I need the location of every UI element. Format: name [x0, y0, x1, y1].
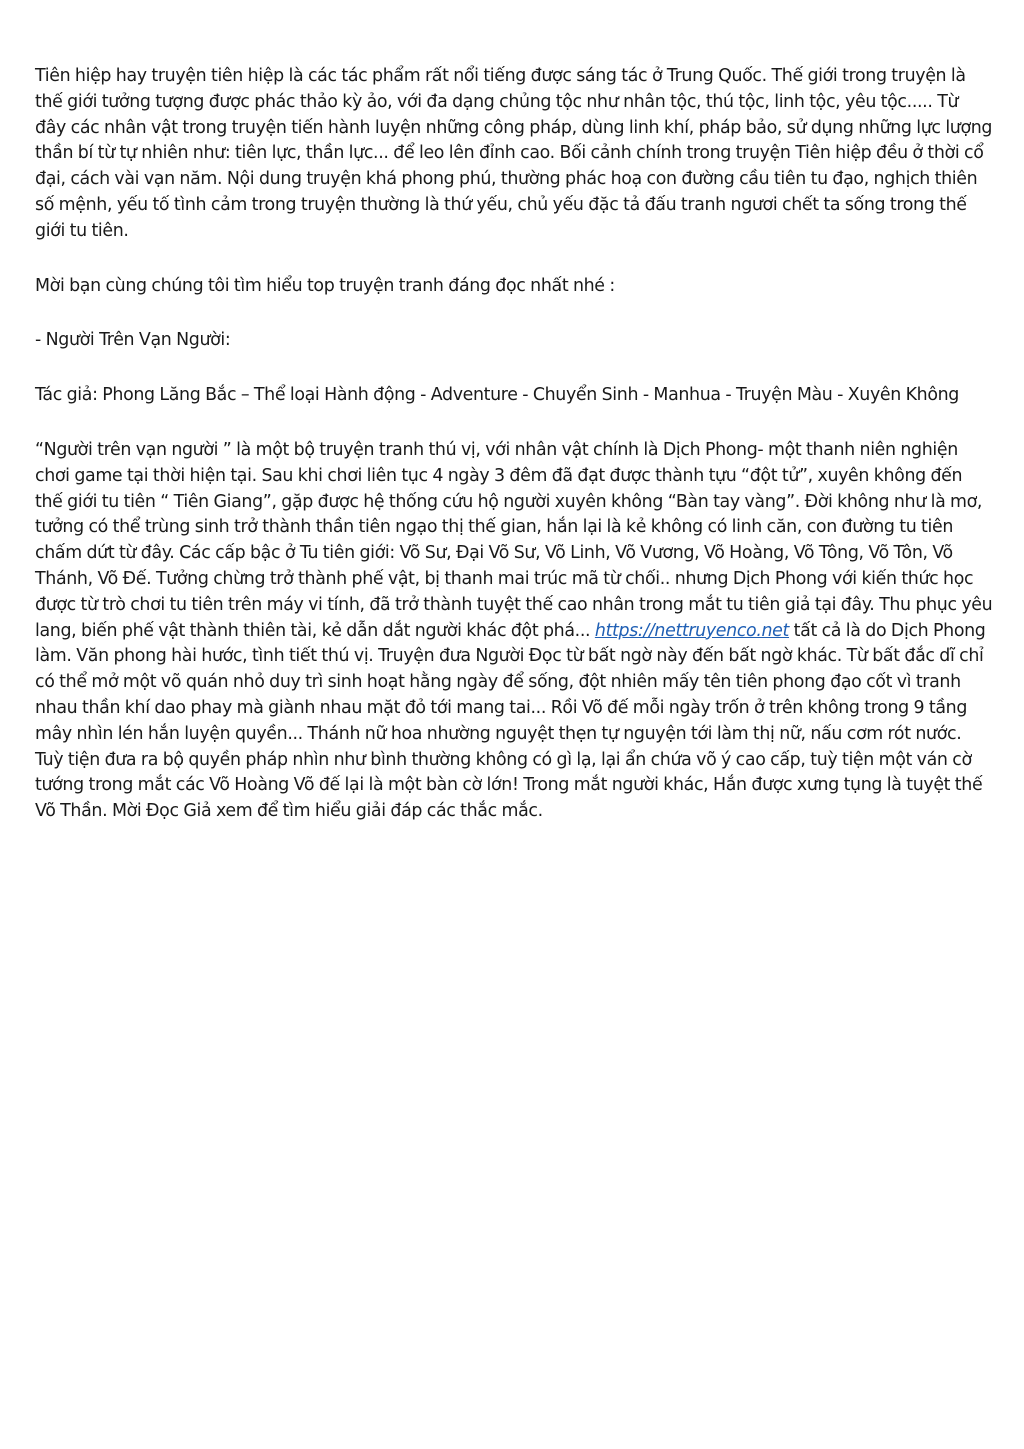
site-link[interactable]: https://nettruyenco.net [594, 620, 789, 641]
author-genre-line: Tác giả: Phong Lăng Bắc – Thể loại Hành động - Adventure - Chuyển Sinh - Manhua - Truyện Màu - Xuyên Không [35, 385, 959, 406]
story-description [35, 438, 993, 825]
description-text-before-link: “Người trên vạn người ” là một bộ truyện tranh thú vị, với nhân vật chính là Dịch Phong- một thanh niên nghiện chơi game tại thời hiện tại. Sau khi chơi liên tục 4 ngày 3 đêm đã đạt được thành tựu “đột tử”, xuyên không đến thế giới tu tiên “ Tiên Giang”, gặp được hệ thống cứu hộ người xuyên không “Bàn tay vàng”. Đời không như là mơ, tưởng có thể trùng sinh trở thành thần tiên ngạo thị thế gian, hắn lại là kẻ không có linh căn, con đường tu tiên chấm dứt từ đây. Các cấp bậc ở Tu tiên giới: Võ Sư, Đại Võ Sư, Võ Linh, Võ Vương, Võ Hoàng, Võ Tông, Võ Tôn, Võ Thánh, Võ Đế. Tưởng chừng trở thành phế vật, bị thanh mai trúc mã từ chối.. nhưng Dịch Phong với kiến thức học được từ trò chơi tu tiên trên máy vi tính, đã trở thành tuyệt thế cao nhân trong mắt tu tiên giả tại đây. Thu phục yêu lang, biến phế vật thành thiên tài, kẻ dẫn dắt người khác đột phá... [35, 439, 993, 641]
description-text-after-link: tất cả là do Dịch Phong làm. Văn phong hài hước, tình tiết thú vị. Truyện đưa Người Đọc từ bất ngờ này đến bất ngờ khác. Từ bất đắc dĩ chỉ có thể mở một võ quán nhỏ duy trì sinh hoạt hằng ngày để sống, đột nhiên mấy tên tiên phong đạo cốt vì tranh nhau thần khí dao phay mà giành nhau mặt đỏ tới mang tai... Rồi Võ đế mỗi ngày trốn ở trên không trong 9 tầng mây nhìn lén hắn luyện quyền... Thánh nữ hoa nhường nguyệt thẹn tự nguyện tới làm thị nữ, nấu cơm rót nước. Tuỳ tiện đưa ra bộ quyền pháp nhìn như bình thường không có gì lạ, lại ẩn chứa võ ý cao cấp, tuỳ tiện một ván cờ tướng trong mắt các Võ Hoàng Võ đế lại là một bàn cờ lớn! Trong mắt người khác, Hắn được xưng tụng là tuyệt thế Võ Thần. Mời Đọc Giả xem để tìm hiểu giải đáp các thắc mắc. [35, 620, 986, 822]
document-page [35, 64, 993, 854]
invite-paragraph: Mời bạn cùng chúng tôi tìm hiểu top truyện tranh đáng đọc nhất nhé : [35, 275, 615, 296]
story-title: - Người Trên Vạn Người: [35, 330, 231, 351]
intro-paragraph: Tiên hiệp hay truyện tiên hiệp là các tác phẩm rất nổi tiếng được sáng tác ở Trung Quốc. Thế giới trong truyện là thế giới tưởng tượng được phác thảo kỳ ảo, với đa dạng chủng tộc như nhân tộc, thú tộc, linh tộc, yêu tộc..... Từ đây các nhân vật trong truyện tiến hành luyện những công pháp, dùng linh khí, pháp bảo, sử dụng những lực lượng thần bí từ tự nhiên như: tiên lực, thần lực... để leo lên đỉnh cao. Bối cảnh chính trong truyện Tiên hiệp đều ở thời cổ đại, cách vài vạn năm. Nội dung truyện khá phong phú, thường phác hoạ con đường cầu tiên tu đạo, nghịch thiên số mệnh, yếu tố tình cảm trong truyện thường là thứ yếu, chủ yếu đặc tả đấu tranh ngươi chết ta sống trong thế giới tu tiên. [35, 66, 993, 241]
